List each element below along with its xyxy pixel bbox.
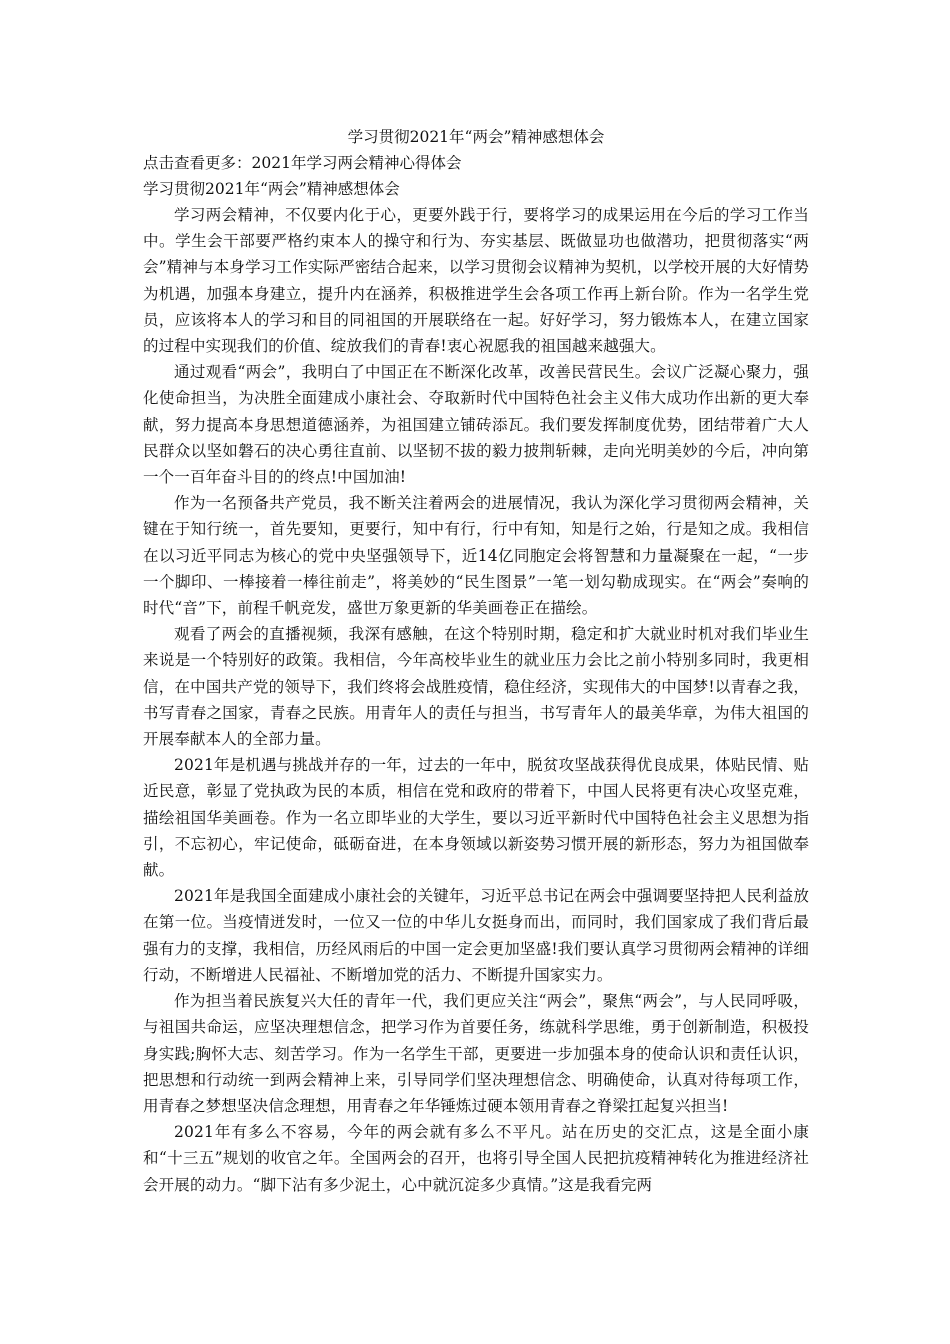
paragraph-3: 作为一名预备共产党员，我不断关注着两会的进展情况，我认为深化学习贯彻两会精神，关键在于知行统一，首先要知，更要行，知中有行，行中有知，知是行之始，行是知之成。我相信在以习近平同志为核心的党中央坚强领导下，近14亿同胞定会将智慧和力量凝聚在一起，“一步一个脚印、一棒接着一棒往前走”，将美妙的“民生图景”一笔一划勾勒成现实。在“两会”奏响的时代“音”下，前程千帆竞发，盛世万象更新的华美画卷正在描绘。 xyxy=(143,494,809,618)
paragraph-2: 通过观看“两会”，我明白了中国正在不断深化改革，改善民营民生。会议广泛凝心聚力，强化使命担当，为决胜全面建成小康社会、夺取新时代中国特色社会主义伟大成功作出新的更大奉献，努力提高本身思想道德涵养，为祖国建立铺砖添瓦。我们要发挥制度优势，团结带着广大人民群众以坚如磐石的决心勇往直前、以坚韧不拔的毅力披荆斩棘，走向光明美妙的今后，冲向第一个一百年奋斗目的的终点!中国加油! xyxy=(143,363,809,487)
paragraph-4: 观看了两会的直播视频，我深有感触，在这个特别时期，稳定和扩大就业时机对我们毕业生来说是一个特别好的政策。我相信，今年高校毕业生的就业压力会比之前小特别多同时，我更相信，在中国共产党的领导下，我们终将会战胜疫情，稳住经济，实现伟大的中国梦!以青春之我，书写青春之国家，青春之民族。用青年人的责任与担当，书写青年人的最美华章，为伟大祖国的开展奉献本人的全部力量。 xyxy=(143,625,809,749)
document-page xyxy=(143,124,809,1198)
paragraph-7: 作为担当着民族复兴大任的青年一代，我们更应关注“两会”，聚焦“两会”，与人民同呼吸，与祖国共命运，应坚决理想信念，把学习作为首要任务，练就科学思维，勇于创新制造，积极投身实践;胸怀大志、刻苦学习。作为一名学生干部，更要进一步加强本身的使命认识和责任认识，把思想和行动统一到两会精神上来，引导同学们坚决理想信念、明确使命，认真对待每项工作，用青春之梦想坚决信念理想，用青春之年华锤炼过硬本领用青春之脊梁扛起复兴担当! xyxy=(143,992,809,1115)
document-subtitle: 学习贯彻2021年“两会”精神感想体会 xyxy=(143,180,400,198)
document-title: 学习贯彻2021年“两会”精神感想体会 xyxy=(347,128,605,146)
paragraph-5: 2021年是机遇与挑战并存的一年，过去的一年中，脱贫攻坚战获得优良成果，体贴民情、贴近民意，彰显了党执政为民的本质，相信在党和政府的带着下，中国人民将更有决心攻坚克难，描绘祖国华美画卷。作为一名立即毕业的大学生，要以习近平新时代中国特色社会主义思想为指引，不忘初心，牢记使命，砥砺奋进，在本身领域以新姿势习惯开展的新形态，努力为祖国做奉献。 xyxy=(143,756,809,880)
more-link[interactable]: 点击查看更多：2021年学习两会精神心得体会 xyxy=(143,154,462,172)
paragraph-8: 2021年有多么不容易，今年的两会就有多么不平凡。站在历史的交汇点，这是全面小康和“十三五”规划的收官之年。全国两会的召开，也将引导全国人民把抗疫精神转化为推进经济社会开展的动力。“脚下沾有多少泥土，心中就沉淀多少真情。”这是我看完两 xyxy=(143,1123,809,1194)
paragraph-1: 学习两会精神，不仅要内化于心，更要外践于行，要将学习的成果运用在今后的学习工作当中。学生会干部要严格约束本人的操守和行为、夯实基层、既做显功也做潜功，把贯彻落实“两会”精神与本身学习工作实际严密结合起来，以学习贯彻会议精神为契机，以学校开展的大好情势为机遇，加强本身建立，提升内在涵养，积极推进学生会各项工作再上新台阶。作为一名学生党员，应该将本人的学习和目的同祖国的开展联络在一起。好好学习，努力锻炼本人，在建立国家的过程中实现我们的价值、绽放我们的青春!衷心祝愿我的祖国越来越强大。 xyxy=(143,206,809,356)
paragraph-6: 2021年是我国全面建成小康社会的关键年，习近平总书记在两会中强调要坚持把人民利益放在第一位。当疫情迸发时，一位又一位的中华儿女挺身而出，而同时，我们国家成了我们背后最强有力的支撑，我相信，历经风雨后的中国一定会更加坚盛!我们要认真学习贯彻两会精神的详细行动，不断增进人民福祉、不断增加党的活力、不断提升国家实力。 xyxy=(143,887,809,984)
